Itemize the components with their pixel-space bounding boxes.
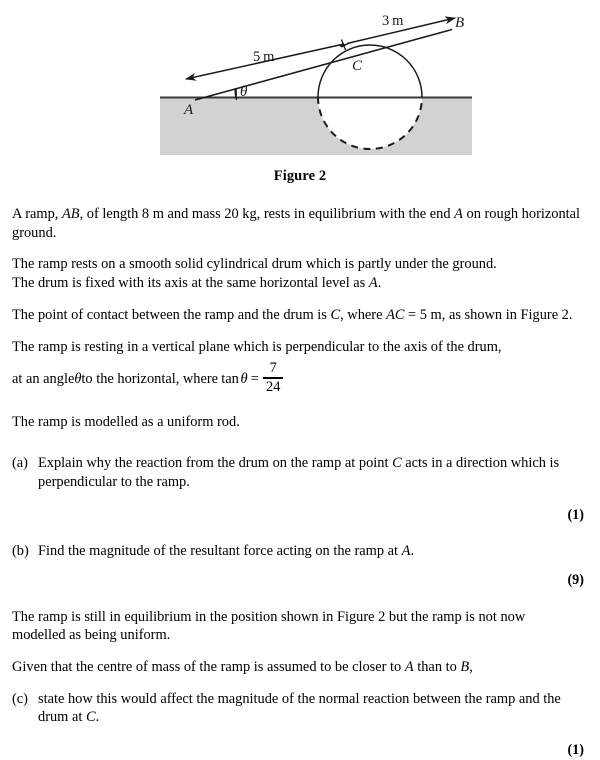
ground-fill [160, 97, 472, 155]
question-part-c [12, 690, 586, 727]
p6-line-1: The ramp is still in equilibrium in the position shown in Figure 2 but the ramp is not now [12, 608, 526, 625]
paragraph-drum-description [12, 255, 586, 292]
p3-point-c: C [330, 306, 341, 323]
p2-line-2a: The drum is fixed with its axis at the same horizontal level as [12, 275, 369, 292]
question-a-tag: (a) [12, 455, 28, 472]
question-part-a [12, 454, 586, 491]
p1-point-a: A [454, 206, 463, 222]
question-b-text-part2: . [410, 543, 415, 560]
question-a-text-part1: Explain why the reaction from the drum on the ramp at point [38, 455, 393, 472]
label-point-c: C [352, 58, 363, 74]
ramp-drum-diagram [0, 0, 600, 168]
question-c-text-part1: state how this would affect the magnitude of the normal reaction between the ramp and the drum at [38, 690, 561, 726]
p3-part-b: , where [340, 306, 387, 323]
figure-diagram [0, 0, 600, 168]
question-body [0, 205, 600, 760]
marks-part-c: (1) [567, 742, 584, 759]
p7-part-c: , [469, 658, 473, 675]
p7-point-b: B [460, 658, 470, 675]
ramp-line-ab [195, 30, 452, 101]
question-c-text [38, 690, 586, 727]
question-b-text-part1: Find the magnitude of the resultant force acting on the ramp at [38, 543, 402, 560]
p7-part-b: than to [413, 658, 461, 675]
p3-value: 5 m [419, 306, 442, 323]
paragraph-contact-point [12, 306, 586, 325]
p4-line-2a: at an angle [12, 370, 75, 387]
p1-part-a: A ramp, [12, 206, 62, 222]
p1-part-e: on rough horizontal ground. [12, 206, 581, 241]
question-a-text-part2: acts in a direction which is perpendicular to the ramp. [38, 455, 560, 491]
p1-part-c: and mass [163, 206, 225, 222]
p2-line-2b: . [377, 275, 382, 292]
p6-line-2: modelled as being uniform. [12, 627, 171, 644]
p1-length: 8 m [141, 206, 164, 222]
p4-equals-sign: = [250, 370, 259, 387]
question-c-text-part2: . [95, 709, 100, 726]
p1-label-ab: AB [61, 206, 80, 222]
p2-point-a: A [368, 275, 378, 292]
paragraph-uniform-rod: The ramp is modelled as a uniform rod. [12, 413, 240, 430]
p4-tan-theta-symbol: θ [240, 370, 248, 387]
p3-equals: = [404, 306, 420, 323]
question-a-point-c: C [392, 455, 402, 472]
question-c-point-c: C [85, 709, 96, 726]
question-b-tag: (b) [12, 543, 29, 560]
tan-theta-expression [12, 362, 284, 395]
p4-theta-symbol: θ [74, 370, 82, 387]
p1-mass: 20 kg [224, 206, 257, 222]
paragraph-non-uniform [12, 608, 586, 645]
paragraph-centre-of-mass [12, 658, 586, 677]
p4-tan-function: tan [221, 370, 239, 387]
p1-part-d: , rests in equilibrium with the end [256, 206, 455, 222]
p3-part-a: The point of contact between the ramp and the drum is [12, 306, 331, 323]
p3-segment-ac: AC [386, 306, 405, 323]
question-c-tag: (c) [12, 690, 28, 707]
p4-line-1: The ramp is resting in a vertical plane which is perpendicular to the axis of the drum, [12, 338, 502, 355]
p7-part-a: Given that the centre of mass of the ramp is assumed to be closer to [12, 658, 405, 675]
fraction-denominator: 24 [266, 378, 281, 395]
question-part-b [12, 542, 586, 561]
p1-part-b: , of length [79, 206, 142, 222]
question-b-point-a: A [401, 543, 411, 560]
label-point-a: A [184, 102, 194, 118]
paragraph-vertical-plane [12, 338, 586, 396]
fraction-numerator: 7 [269, 360, 277, 377]
label-dimension-5m: 5 m [253, 49, 275, 65]
fraction-seven-twentyfourths [263, 361, 283, 394]
p3-part-d: , as shown in Figure 2. [441, 306, 573, 323]
label-dimension-3m: 3 m [382, 13, 404, 29]
p2-line-1: The ramp rests on a smooth solid cylindrical drum which is partly under the ground. [12, 256, 497, 273]
question-b-text [38, 542, 586, 561]
marks-part-a: (1) [567, 506, 584, 523]
p4-line-2b: to the horizontal, where [81, 370, 219, 387]
question-a-text [38, 454, 586, 491]
paragraph-ramp-description [12, 205, 586, 242]
marks-part-b: (9) [567, 572, 584, 589]
label-angle-theta: θ [240, 84, 248, 100]
p7-point-a: A [404, 658, 414, 675]
label-point-b: B [455, 15, 465, 31]
figure-caption: Figure 2 [273, 168, 327, 184]
